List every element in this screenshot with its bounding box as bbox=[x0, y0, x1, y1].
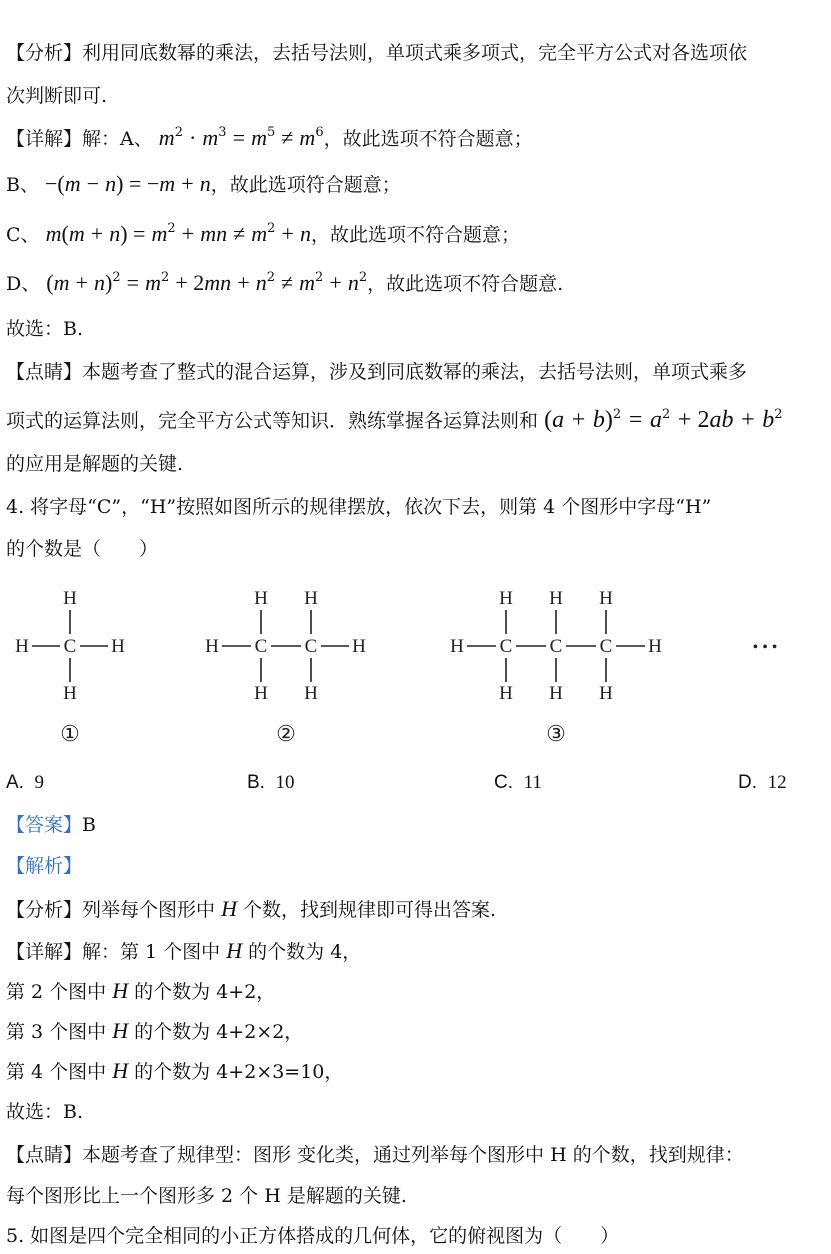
step-post: 的个数为 4+2×3=10， bbox=[128, 1061, 344, 1083]
atom-h: H bbox=[304, 683, 318, 704]
analysis-post: 个数，找到规律即可得出答案. bbox=[236, 899, 497, 921]
formula-a: $m^2 \cdot m^3 = m^5 \ne m^6$ bbox=[158, 125, 324, 150]
q4-figure bbox=[0, 578, 831, 748]
option-letter: B. bbox=[247, 772, 265, 793]
prev-analysis-line2: 次判断即可. bbox=[6, 85, 108, 107]
atom-h: H bbox=[205, 636, 219, 657]
d-tail: ，故此选项不符合题意. bbox=[367, 273, 564, 295]
c-tail: ，故此选项不符合题意； bbox=[310, 224, 520, 246]
atom-h: H bbox=[254, 588, 268, 609]
atom-h: H bbox=[304, 588, 318, 609]
atom-h: H bbox=[254, 683, 268, 704]
figure-label-2: ② bbox=[276, 721, 296, 746]
atom-h: H bbox=[352, 636, 366, 657]
formula-d: $(m + n)^2 = m^2 + 2mn + n^2 \ne m^2 + n^2$ bbox=[46, 270, 368, 295]
prev-detail-b bbox=[6, 171, 401, 198]
detail-tag: 【详解】 bbox=[6, 941, 83, 963]
prev-comment-line3: 的应用是解题的关键. bbox=[6, 453, 184, 475]
step-pre: 第 3 个图中 bbox=[6, 1021, 113, 1043]
comment-text: 本题考查了规律型：图形 变化类，通过列举每个图形中 H 的个数，找到规律： bbox=[82, 1144, 744, 1166]
q4-answer bbox=[6, 812, 96, 838]
atom-c: C bbox=[549, 636, 563, 657]
q4-step-3 bbox=[6, 1018, 303, 1045]
atom-h: H bbox=[63, 588, 77, 609]
atom-c: C bbox=[599, 636, 613, 657]
atom-h: H bbox=[499, 588, 513, 609]
comment-tag: 【点睛】 bbox=[6, 361, 83, 383]
option-letter: A. bbox=[6, 772, 24, 793]
atom-h: H bbox=[499, 683, 513, 704]
atom-h: H bbox=[450, 636, 464, 657]
option-c[interactable] bbox=[494, 772, 542, 794]
answer-value: B bbox=[82, 814, 96, 836]
atom-h: H bbox=[15, 636, 29, 657]
formula-square: $(a + b)^2 = a^2 + 2ab + b^2$ bbox=[544, 407, 783, 433]
comment-text: 本题考查了整式的混合运算，涉及到同底数幂的乘法，去括号法则，单项式乘多 bbox=[82, 361, 748, 383]
q4-analysis bbox=[6, 896, 496, 923]
a-tail: ，故此选项不符合题意； bbox=[323, 128, 533, 150]
atom-h: H bbox=[648, 636, 662, 657]
q4-step-4 bbox=[6, 1058, 343, 1085]
atom-h: H bbox=[111, 636, 125, 657]
figure-label-3: ③ bbox=[546, 721, 566, 746]
option-d[interactable] bbox=[738, 772, 787, 794]
step-pre: 解：第 1 个图中 bbox=[82, 941, 227, 963]
step-pre: 第 4 个图中 bbox=[6, 1061, 113, 1083]
atom-c: C bbox=[63, 636, 77, 657]
option-letter: C. bbox=[494, 772, 513, 793]
var-h: H bbox=[112, 978, 129, 1003]
molecule-2 bbox=[205, 588, 366, 746]
step-post: 的个数为 4+2， bbox=[128, 981, 276, 1003]
option-value: 12 bbox=[767, 772, 787, 793]
var-h: H bbox=[221, 896, 237, 921]
q4-stem-line1: 4. 将字母“C”，“H”按照如图所示的规律摆放，依次下去，则第 4 个图形中字母“H” bbox=[6, 496, 712, 518]
analysis-text: 利用同底数幂的乘法，去括号法则，单项式乘多项式，完全平方公式对各选项依 bbox=[82, 42, 748, 64]
prev-comment-line1 bbox=[6, 359, 747, 385]
answer-tag: 【答案】 bbox=[6, 814, 83, 836]
q4-comment-line2: 每个图形比上一个图形多 2 个 H 是解题的关键. bbox=[6, 1185, 407, 1207]
c-lead: C、 bbox=[6, 224, 40, 246]
formula-c: $m(m + n) = m^2$ + mn ≠ $m^2 + n$ bbox=[45, 221, 311, 246]
q4-choose: 故选：B. bbox=[6, 1101, 84, 1123]
figure-ellipsis: • • • bbox=[752, 639, 778, 656]
step-post: 的个数为 4， bbox=[242, 941, 362, 963]
prev-choose: 故选：B. bbox=[6, 318, 84, 340]
q4-stem-line2: 的个数是（ ） bbox=[6, 538, 159, 560]
comment-text-2: 项式的运算法则，完全平方公式等知识．熟练掌握各运算法则和 bbox=[6, 410, 539, 432]
q4-jiexi-tag: 【解析】 bbox=[6, 855, 83, 877]
atom-c: C bbox=[499, 636, 513, 657]
atom-h: H bbox=[599, 588, 613, 609]
formula-b: −(m − n) = −m + n bbox=[45, 171, 211, 196]
option-value: 11 bbox=[523, 772, 542, 793]
var-h: H bbox=[112, 1018, 129, 1043]
atom-h: H bbox=[549, 683, 563, 704]
option-value: 10 bbox=[275, 772, 295, 793]
analysis-pre: 列举每个图形中 bbox=[82, 899, 222, 921]
q4-step-2 bbox=[6, 978, 275, 1005]
option-a[interactable] bbox=[6, 772, 44, 794]
var-h: H bbox=[226, 938, 243, 963]
d-lead: D、 bbox=[6, 273, 41, 295]
figure-label-1: ① bbox=[60, 721, 80, 746]
var-h: H bbox=[112, 1058, 129, 1083]
prev-detail-c bbox=[6, 221, 520, 248]
option-b[interactable] bbox=[247, 772, 295, 794]
prev-comment-line2 bbox=[6, 406, 783, 434]
prev-detail-a bbox=[6, 125, 533, 152]
step-post: 的个数为 4+2×2， bbox=[128, 1021, 304, 1043]
analysis-tag: 【分析】 bbox=[6, 899, 83, 921]
prev-detail-d bbox=[6, 270, 563, 297]
atom-c: C bbox=[254, 636, 268, 657]
analysis-tag: 【分析】 bbox=[6, 42, 83, 64]
option-letter: D. bbox=[738, 772, 757, 793]
atom-c: C bbox=[304, 636, 318, 657]
step-pre: 第 2 个图中 bbox=[6, 981, 113, 1003]
b-lead: B、 bbox=[6, 174, 39, 196]
b-tail: ，故此选项符合题意； bbox=[210, 174, 401, 196]
q4-comment-line1 bbox=[6, 1142, 744, 1168]
comment-tag: 【点睛】 bbox=[6, 1144, 83, 1166]
q5-stem-line1: 5. 如图是四个完全相同的小正方体搭成的几何体，它的俯视图为（ ） bbox=[6, 1225, 620, 1247]
prev-analysis-line1 bbox=[6, 40, 747, 66]
atom-h: H bbox=[63, 683, 77, 704]
atom-h: H bbox=[549, 588, 563, 609]
detail-lead: 解：A、 bbox=[82, 128, 153, 150]
detail-tag: 【详解】 bbox=[6, 128, 83, 150]
q4-step-1 bbox=[6, 938, 361, 965]
option-value: 9 bbox=[34, 772, 45, 793]
atom-h: H bbox=[599, 683, 613, 704]
